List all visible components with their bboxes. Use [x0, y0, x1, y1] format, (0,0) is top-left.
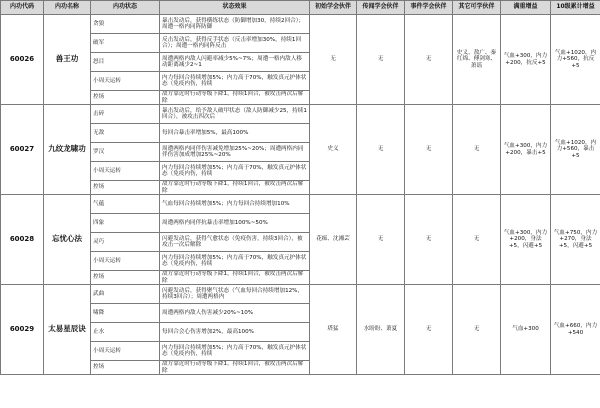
initial-partner: 花痴、沈湘芸 — [310, 195, 357, 285]
other-partner: 无 — [453, 285, 501, 375]
full-bonus: 气血+300，内力+200，暴击+5 — [501, 105, 551, 195]
lv10-bonus: 气血+1020，内力+560，暴击+5 — [551, 105, 600, 195]
state-effect: 每回合暴击率增加5%，最高100% — [160, 124, 310, 143]
header-row — [1, 1, 600, 15]
header-code: 内功代码 — [1, 1, 44, 15]
state-effect: 周遭两格内同伴抗暴击率增加100%~50% — [160, 214, 310, 233]
rumor-partner: 水盼盼、萧夏 — [357, 285, 405, 375]
table-row — [1, 195, 600, 214]
state-effect: 敌方靠近时行动等级下降1，持续1回合，被攻击两次后解除 — [160, 271, 310, 285]
rumor-partner: 无 — [357, 105, 405, 195]
header-full-bonus: 满重增益 — [501, 1, 551, 15]
initial-partner: 史义 — [310, 105, 357, 195]
rumor-partner: 无 — [357, 195, 405, 285]
rumor-partner: 无 — [357, 15, 405, 105]
state-name: 控场 — [91, 361, 160, 375]
state-effect: 闪避发动后，获得气愈状态（免疫伤害，持续3回合），被攻击一次后解除 — [160, 233, 310, 252]
state-effect: 反击发动后，获得反手状态（反击率增加30%，持续1回合）；周遭一格内同阵反击 — [160, 34, 310, 53]
state-name: 啸降 — [91, 304, 160, 323]
initial-partner: 塔猛 — [310, 285, 357, 375]
state-name: 无敌 — [91, 124, 160, 143]
state-effect: 闪避发动后，获得聚气状态（气血每回合持续增加12%，持续3回合）；周遭两格内 — [160, 285, 310, 304]
skill-code: 60028 — [1, 195, 44, 285]
state-effect: 暴击发动后，获得横练状态（防御增加30，持续2回合）；周遭一格内同阵防御 — [160, 15, 310, 34]
state-effect: 敌方靠近时行动等级下降1，持续1回合，被攻击两次后解除 — [160, 181, 310, 195]
other-partner: 无 — [453, 195, 501, 285]
state-name: 灵巧 — [91, 233, 160, 252]
state-effect: 每回合会心伤害增加2%，最高100% — [160, 323, 310, 342]
state-effect: 敌方靠近时行动等级下降1，持续1回合，被攻击两次后解除 — [160, 91, 310, 105]
header-initial: 初始学会伙伴 — [310, 1, 357, 15]
skill-code: 60026 — [1, 15, 44, 105]
skill-name: 兽王功 — [44, 15, 91, 105]
header-other: 其它可学伙伴 — [453, 1, 501, 15]
initial-partner: 无 — [310, 15, 357, 105]
state-effect: 内力每回合持续增加5%；内力高于70%，触发真元护体状态（免疫内伤，持续 — [160, 342, 310, 361]
state-effect: 内力每回合持续增加5%；内力高于70%，触发真元护体状态（免疫内伤，持续 — [160, 162, 310, 181]
event-partner: 无 — [405, 105, 453, 195]
full-bonus: 气血+300，内力+200，身法+5，闪避+5 — [501, 195, 551, 285]
skill-code: 60029 — [1, 285, 44, 375]
full-bonus: 气血+300，内力+200，抗反+5 — [501, 15, 551, 105]
header-effect: 状态效果 — [160, 1, 310, 15]
skill-code: 60027 — [1, 105, 44, 195]
skill-name: 九纹龙啸功 — [44, 105, 91, 195]
state-name: 怒目 — [91, 53, 160, 72]
state-name: 武曲 — [91, 285, 160, 304]
full-bonus: 气血+300 — [501, 285, 551, 375]
lv10-bonus: 气血+1020，内力+560，抗反+5 — [551, 15, 600, 105]
state-name: 贪狼 — [91, 15, 160, 34]
skill-name: 太易星辰诀 — [44, 285, 91, 375]
state-effect: 内力每回合持续增加5%；内力高于70%，触发真元护体状态（免疫内伤，持续 — [160, 72, 310, 91]
state-effect: 周遭两格内同伴伤害减免增加25%~20%；周遭两格内同伴伤害加成增加25%~20% — [160, 143, 310, 162]
state-name: 小周天运转 — [91, 162, 160, 181]
state-name: 击碎 — [91, 105, 160, 124]
event-partner: 无 — [405, 15, 453, 105]
event-partner: 无 — [405, 195, 453, 285]
table-row — [1, 285, 600, 304]
state-name: 四象 — [91, 214, 160, 233]
header-lv10-bonus: 10级累计增益 — [551, 1, 600, 15]
state-name: 止水 — [91, 323, 160, 342]
state-name: 气蕴 — [91, 195, 160, 214]
event-partner: 无 — [405, 285, 453, 375]
state-name: 控场 — [91, 91, 160, 105]
state-name: 破军 — [91, 34, 160, 53]
state-name: 小周天运转 — [91, 252, 160, 271]
lv10-bonus: 气血+750，内力+270，身法+5，闪避+5 — [551, 195, 600, 285]
skills-body — [1, 15, 600, 375]
header-rumor: 传闻学会伙伴 — [357, 1, 405, 15]
skill-name: 忘忧心法 — [44, 195, 91, 285]
header-name: 内功名称 — [44, 1, 91, 15]
header-state: 内功状态 — [91, 1, 160, 15]
state-name: 控场 — [91, 271, 160, 285]
state-effect: 内力每回合持续增加5%；内力高于70%，触发真元护体状态（免疫内伤，持续 — [160, 252, 310, 271]
state-effect: 周遭两格内敌人伤害减少20%~10% — [160, 304, 310, 323]
lv10-bonus: 气血+660，内力+540 — [551, 285, 600, 375]
state-name: 控场 — [91, 181, 160, 195]
header-event: 事件学会伙伴 — [405, 1, 453, 15]
state-name: 罗汉 — [91, 143, 160, 162]
state-name: 小周天运转 — [91, 342, 160, 361]
state-effect: 敌方靠近时行动等级下降1，持续1回合，被攻击两次后解除 — [160, 361, 310, 375]
table-row — [1, 15, 600, 34]
state-effect: 气血每回合持续增加5%；内力每回合持续增加10% — [160, 195, 310, 214]
table-row — [1, 105, 600, 124]
state-effect: 暴击发动后，给予敌人破甲状态（敌人防御减少25，持续1回合），被攻击四次后 — [160, 105, 310, 124]
other-partner: 无 — [453, 105, 501, 195]
other-partner: 史义、敖广、秦红绵、傅剑寒、萧谣 — [453, 15, 501, 105]
state-name: 小周天运转 — [91, 72, 160, 91]
state-effect: 周遭两格内敌人闪避率减少5%~7%；周遭一格内敌人移动距离减少2~1 — [160, 53, 310, 72]
